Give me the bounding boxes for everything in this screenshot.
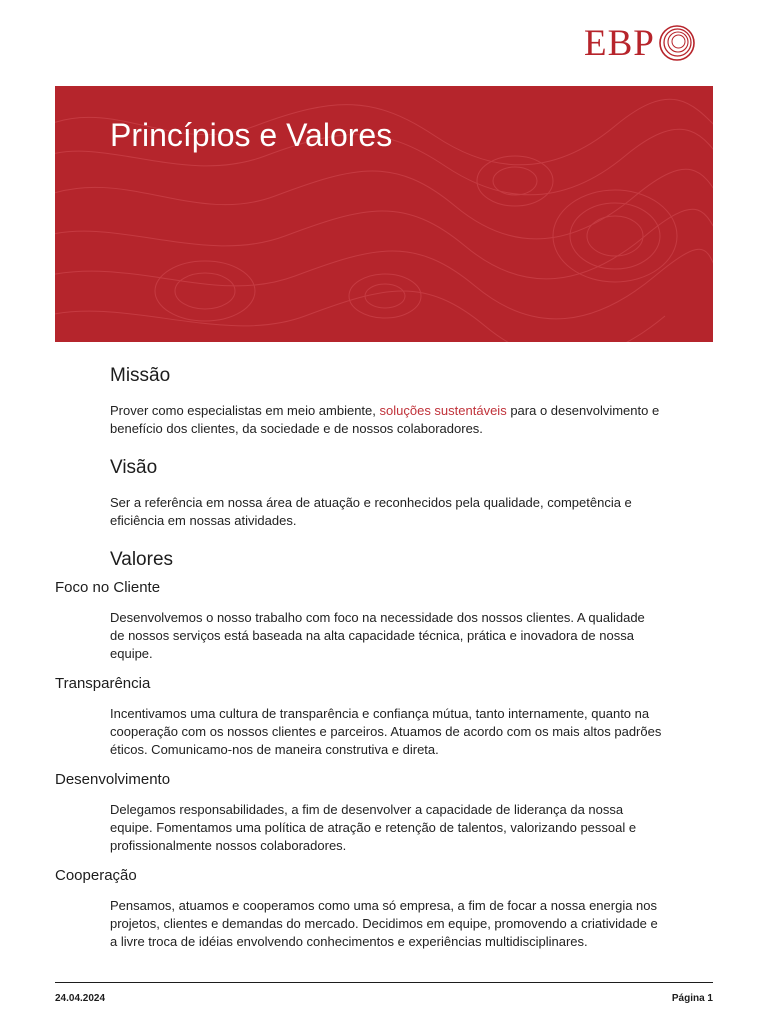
missao-text-end: para o desenvolvimento e benefício dos clientes, da sociedade e de nossos colaboradores. <box>110 402 660 436</box>
page-title: Princípios e Valores <box>110 117 393 153</box>
main-content <box>0 365 768 951</box>
valor-title-transparencia: Transparência <box>55 675 151 693</box>
valor-text-cooperacao: Pensamos, atuamos e cooperamos como uma só empresa, a fim de focar a nossa energia nos projetos, clientes e demandas do mercado. Decidimos em equipe, promovendo a criatividade e a livre troca de idéias envolvendo conhecimentos e experiências multidisciplinares. <box>110 898 658 950</box>
valor-text-foco-cliente: Desenvolvemos o nosso trabalho com foco na necessidade dos nossos clientes. A qualidade de nossos serviços está baseada na alta capacidade técnica, prática e inovadora de nossa equipe. <box>110 610 645 662</box>
footer-date: 24.04.2024 <box>55 993 106 1004</box>
valor-title-cooperacao: Cooperação <box>55 867 137 885</box>
footer-divider <box>55 982 713 983</box>
logo-text: EBP <box>584 22 655 64</box>
valor-text-desenvolvimento: Delegamos responsabilidades, a fim de desenvolver a capacidade de liderança da nossa equipe. Fomentamos uma política de atração e retenção de talentos, valorizando pessoal e profissionalmente nossos colaboradores. <box>110 802 637 854</box>
logo-circle-icon <box>657 23 697 63</box>
heading-missao: Missão <box>110 365 171 386</box>
link-solucoes-sustentaveis[interactable]: soluções sustentáveis <box>379 402 507 418</box>
valor-text-transparencia: Incentivamos uma cultura de transparência e confiança mútua, tanto internamente, quanto na cooperação com os nossos clientes e parceiros. Atuamos de acordo com os mais altos padrões éticos. Comunicamo-nos de maneira construtiva e direta. <box>110 706 662 758</box>
title-banner <box>55 86 713 342</box>
missao-text-start: Prover como especialistas em meio ambiente, <box>110 402 380 418</box>
visao-text: Ser a referência em nossa área de atuação e reconhecidos pela qualidade, competência e eficiência em nossas atividades. <box>110 494 632 528</box>
ebp-logo <box>584 22 714 64</box>
missao-text <box>110 402 662 438</box>
footer-page-number: Página 1 <box>671 993 713 1004</box>
valor-title-foco-cliente: Foco no Cliente <box>55 579 161 597</box>
heading-visao: Visão <box>110 456 158 478</box>
heading-valores: Valores <box>110 548 174 570</box>
valor-title-desenvolvimento: Desenvolvimento <box>55 771 171 789</box>
